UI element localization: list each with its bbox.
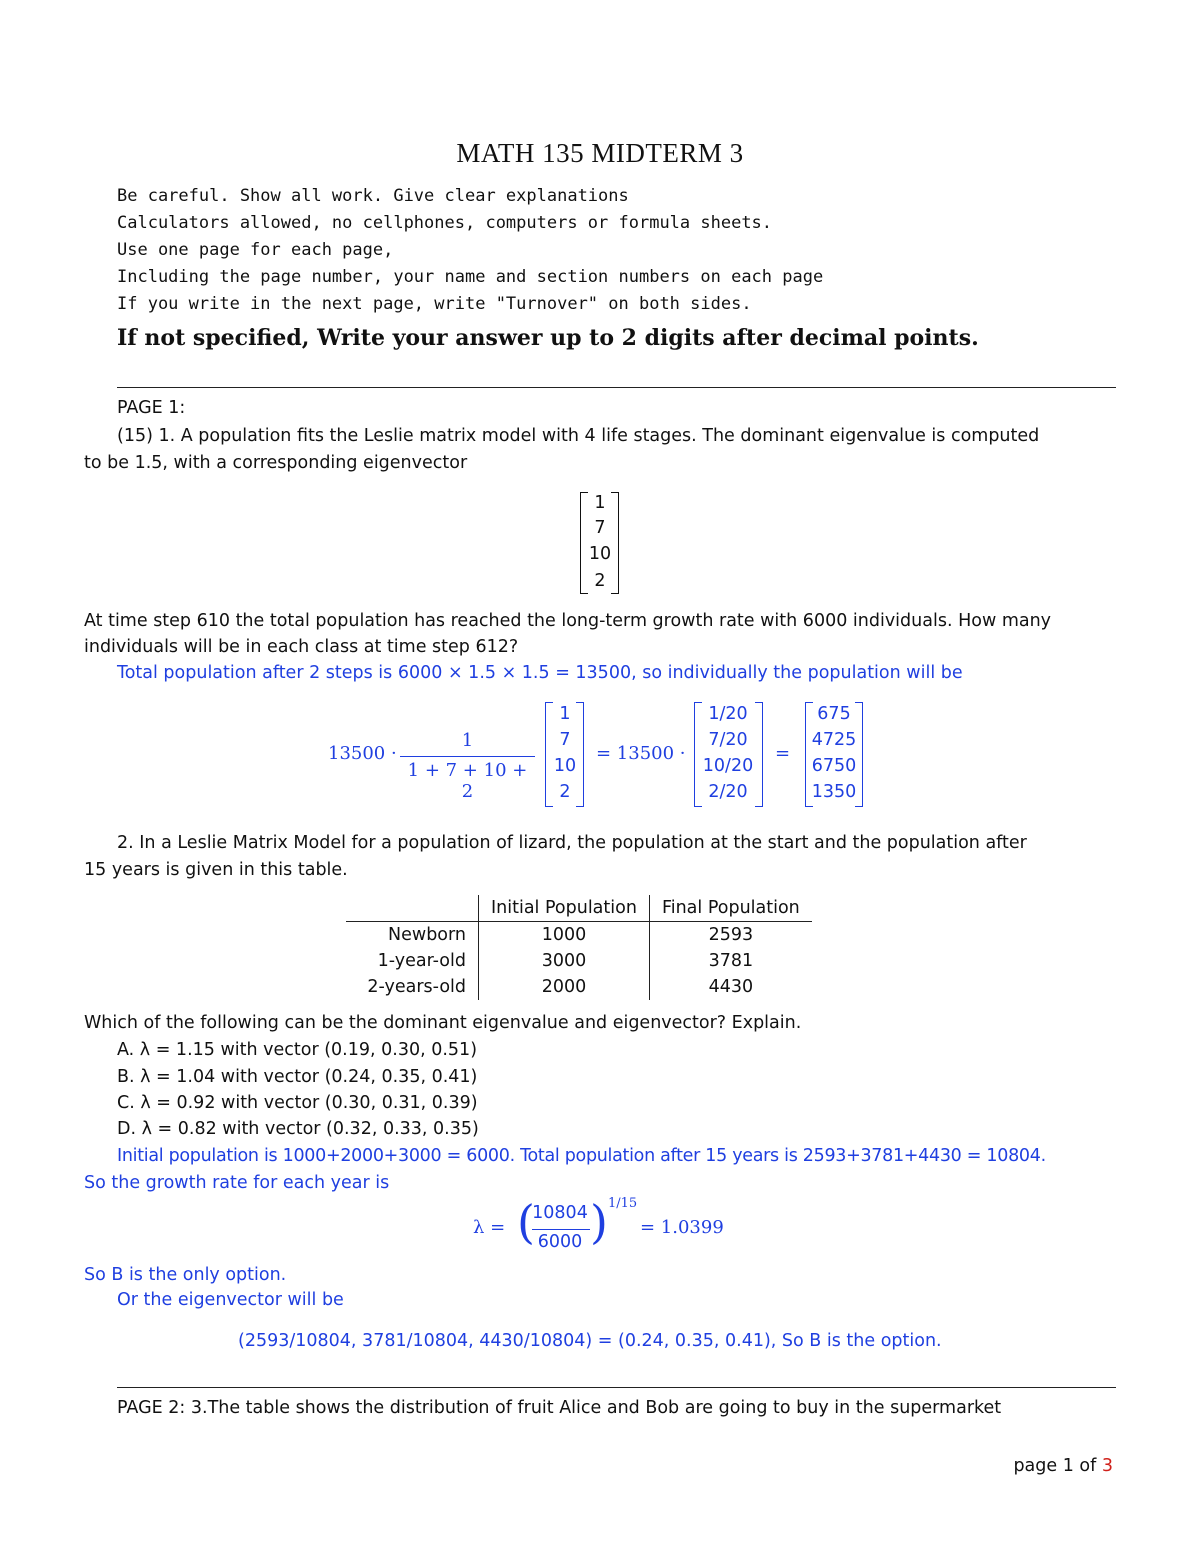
table-cell: 2000: [479, 974, 650, 1000]
eq-coefficient: 13500 ·: [328, 743, 397, 764]
table-cell: 3000: [479, 948, 650, 974]
lambda-rhs: = 1.0399: [640, 1217, 724, 1238]
instruction-line-4: Including the page number, your name and section numbers on each page: [117, 267, 824, 287]
q1-text-line-2: to be 1.5, with a corresponding eigenvector: [84, 453, 468, 473]
vector-entry: 1: [559, 704, 571, 724]
page-footer: [1013, 1456, 1113, 1476]
lambda-lhs: λ =: [473, 1217, 506, 1238]
table-row: [346, 922, 812, 949]
paren-left: (: [517, 1195, 535, 1249]
page-footer-prefix: page 1 of: [1013, 1456, 1097, 1476]
q1-text-line-1: (15) 1. A population fits the Leslie matrix model with 4 life stages. The dominant eigenvalue is computed: [117, 426, 1040, 446]
q2-option-d: D. λ = 0.82 with vector (0.32, 0.33, 0.35): [117, 1119, 479, 1139]
decimal-note: If not specified, Write your answer up to 2 digits after decimal points.: [117, 325, 979, 351]
eq-middle: = 13500 ·: [596, 743, 686, 764]
q1-answer-line: Total population after 2 steps is 6000 × 1.5 × 1.5 = 13500, so individually the population will be: [117, 663, 963, 683]
q2-alternative-equation: (2593/10804, 3781/10804, 4430/10804) = (0.24, 0.35, 0.41), So B is the option.: [238, 1331, 942, 1351]
frac-bar: [400, 756, 535, 757]
vector-entry: 2: [594, 571, 606, 591]
vector-entry: 10: [553, 756, 577, 776]
table-cell: Newborn: [346, 922, 479, 949]
table-cell: 1-year-old: [346, 948, 479, 974]
table-cell: 2593: [708, 925, 754, 945]
q3-text: PAGE 2: 3.The table shows the distribution of fruit Alice and Bob are going to buy in the supermarket: [117, 1398, 1002, 1418]
table-header: Initial Population: [479, 895, 650, 922]
vector-entry: 1: [594, 493, 606, 513]
q2-question: Which of the following can be the dominant eigenvalue and eigenvector? Explain.: [84, 1013, 802, 1033]
table-row: [346, 974, 812, 1000]
q2-option-a: A. λ = 1.15 with vector (0.19, 0.30, 0.51): [117, 1040, 478, 1060]
lambda-numerator: 10804: [532, 1203, 588, 1223]
vector-entry: 10/20: [702, 756, 754, 776]
page-total-link[interactable]: 3: [1101, 1456, 1113, 1476]
q2-answer-line-2: So the growth rate for each year is: [84, 1173, 390, 1193]
population-table: [346, 895, 812, 1000]
table-header: [346, 895, 479, 922]
q1-question-line-1: At time step 610 the total population has reached the long-term growth rate with 6000 individuals. How many: [84, 611, 1052, 631]
table-row: [346, 948, 812, 974]
paren-right: ): [590, 1195, 608, 1249]
vector-entry: 675: [817, 704, 851, 724]
q1-question-line-2: individuals will be in each class at time step 612?: [84, 637, 519, 657]
vector-entry: 4725: [811, 730, 857, 750]
instruction-line-2: Calculators allowed, no cellphones, computers or formula sheets.: [117, 213, 773, 233]
table-cell: 1000: [479, 922, 650, 949]
vector-entry: 7: [594, 518, 606, 538]
table-header: Final Population: [649, 895, 811, 922]
vector-entry: 7: [559, 730, 571, 750]
lambda-frac-bar: [532, 1229, 590, 1230]
vector-entry: 7/20: [708, 730, 748, 750]
table-cell: 3781: [708, 951, 754, 971]
lambda-exponent: 1/15: [608, 1196, 638, 1211]
instruction-line-3: Use one page for each page,: [117, 240, 394, 260]
frac-numerator: 1: [461, 730, 474, 751]
table-cell: 4430: [708, 977, 754, 997]
q2-conclusion: So B is the only option.: [84, 1265, 287, 1285]
divider-1: [117, 387, 1116, 388]
vector-entry: 2/20: [708, 782, 748, 802]
vector-entry: 1/20: [708, 704, 748, 724]
q2-option-b: B. λ = 1.04 with vector (0.24, 0.35, 0.41): [117, 1067, 478, 1087]
q2-text-line-2: 15 years is given in this table.: [84, 860, 348, 880]
instruction-line-1: Be careful. Show all work. Give clear explanations: [117, 186, 629, 206]
vector-entry: 10: [588, 544, 612, 564]
instruction-line-5: If you write in the next page, write "Turnover" on both sides.: [117, 294, 752, 314]
q2-alternative: Or the eigenvector will be: [117, 1290, 344, 1310]
vector-entry: 2: [559, 782, 571, 802]
page-1-label: PAGE 1:: [117, 398, 186, 418]
frac-denominator: 1 + 7 + 10 + 2: [407, 760, 528, 802]
vector-entry: 1350: [811, 782, 857, 802]
table-cell: 2-years-old: [346, 974, 479, 1000]
q2-answer-line-1: Initial population is 1000+2000+3000 = 6000. Total population after 15 years is 2593+3781+4430 = 10804.: [117, 1146, 1046, 1166]
vector-entry: 6750: [811, 756, 857, 776]
lambda-denominator: 6000: [537, 1232, 583, 1252]
page-title: MATH 135 MIDTERM 3: [456, 138, 744, 168]
q2-text-line-1: 2. In a Leslie Matrix Model for a population of lizard, the population at the start and the population after: [117, 833, 1027, 853]
q2-option-c: C. λ = 0.92 with vector (0.30, 0.31, 0.39): [117, 1093, 478, 1113]
divider-2: [117, 1387, 1116, 1388]
table-header-row: [346, 895, 812, 922]
eq-equals: =: [775, 743, 791, 764]
